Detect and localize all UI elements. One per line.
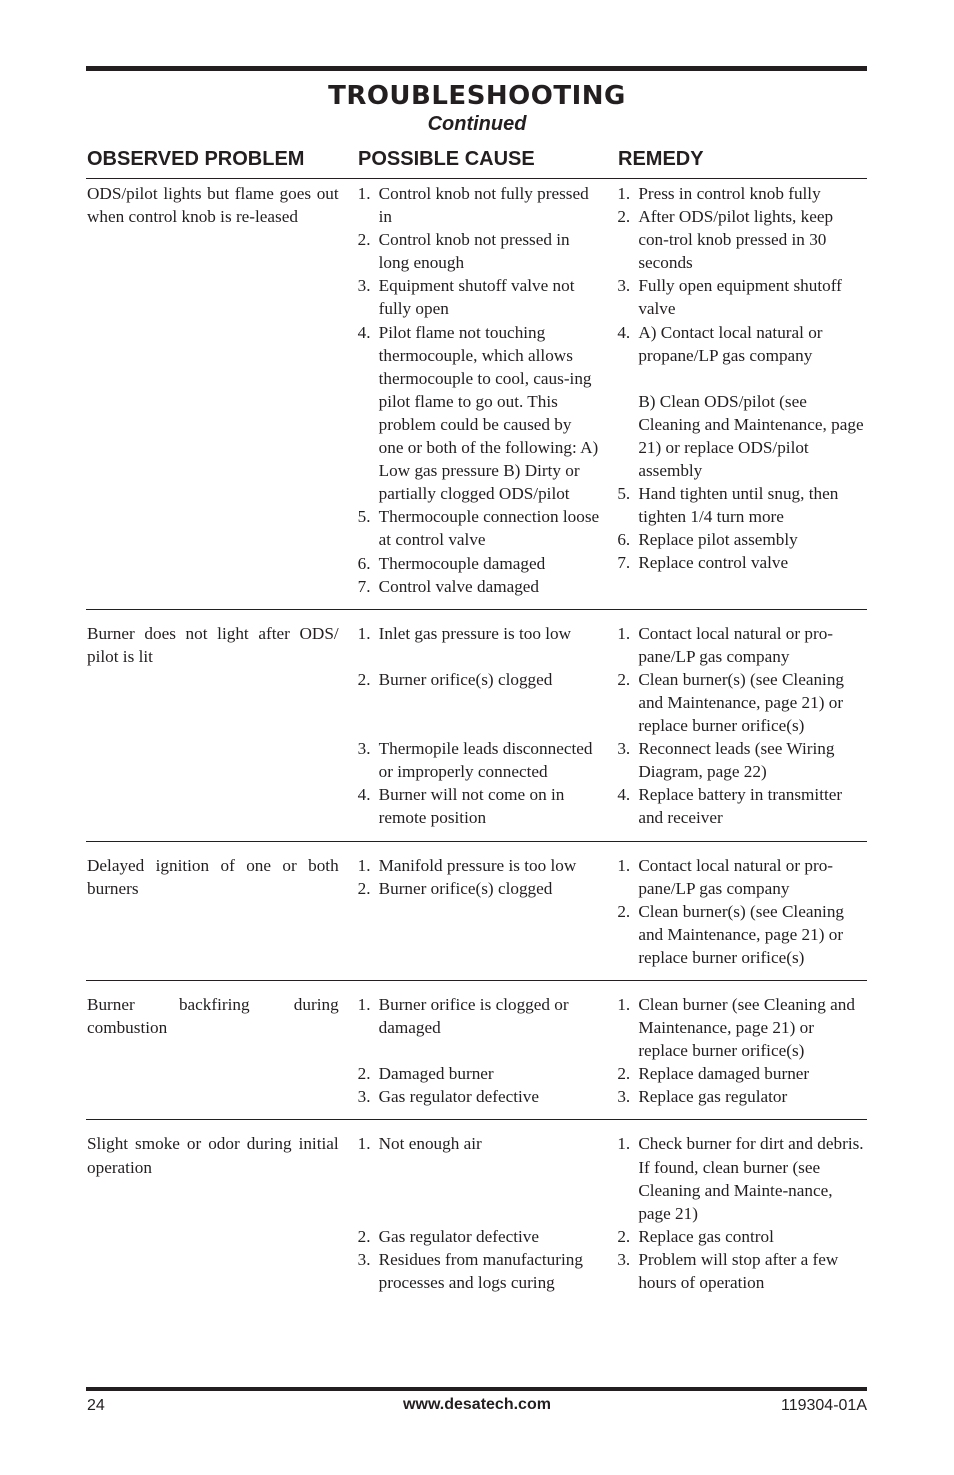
cause-item	[358, 622, 600, 645]
remedy-item	[617, 390, 867, 482]
item-number: 4.	[357, 785, 371, 805]
item-text: Clean burner(s) (see Cleaning and Maintenance, page 21) or replace burner orifice(s)	[638, 901, 845, 967]
item-number: 2.	[357, 1064, 371, 1084]
item-text: Burner orifice(s) clogged	[378, 669, 553, 689]
item-number: 3.	[617, 739, 631, 759]
item-number: 2.	[357, 1226, 371, 1246]
cause-item	[358, 274, 600, 320]
item-text: Clean burner(s) (see Cleaning and Maintenance, page 21) or replace burner orifice(s)	[638, 669, 845, 736]
top-rule	[86, 66, 867, 71]
remedy-item	[617, 205, 867, 274]
cause-item	[358, 854, 600, 877]
item-number: 5.	[617, 484, 631, 504]
item-number: 6.	[357, 553, 371, 573]
item-number: 2.	[617, 207, 631, 227]
remedy-item	[617, 321, 867, 367]
item-number: 1.	[617, 855, 631, 875]
cause-item	[358, 1062, 600, 1085]
item-number: 2.	[617, 669, 631, 689]
item-number: 1.	[617, 623, 631, 643]
item-text: Clean burner (see Cleaning and Maintenance, page 21) or replace burner orifice(s)	[638, 995, 855, 1061]
cause-item	[358, 321, 600, 506]
cause-item	[358, 505, 600, 551]
cause-item	[358, 1248, 600, 1294]
remedy-list	[617, 1132, 867, 1294]
cause-item	[358, 993, 600, 1039]
remedy-item	[617, 528, 867, 551]
remedy-item	[617, 1225, 867, 1248]
page-title: TROUBLESHOOTING	[328, 81, 626, 111]
observed-problem: Burner backfiring during combustion	[87, 995, 339, 1038]
cause-item	[358, 877, 600, 900]
item-text: Thermocouple damaged	[378, 553, 546, 573]
observed-problem: Burner does not light after ODS/ pilot is lit	[87, 623, 339, 666]
item-number: 2.	[617, 901, 631, 921]
item-number: 2.	[617, 1226, 631, 1246]
remedy-item	[617, 1248, 867, 1294]
footer-rule	[86, 1387, 867, 1391]
item-number: 4.	[617, 322, 631, 342]
item-text: Replace battery in transmitter and receiver	[638, 785, 843, 828]
item-number: 3.	[357, 276, 371, 296]
item-text: Control valve damaged	[378, 576, 540, 596]
item-text: Replace control valve	[638, 553, 789, 573]
item-text: Check burner for dirt and debris. If found, clean burner (see Cleaning and Mainte-nance, page 21)	[638, 1134, 864, 1223]
possible-cause-list	[358, 993, 600, 1108]
item-number: 2.	[357, 230, 371, 250]
column-header-cause: POSSIBLE CAUSE	[358, 148, 535, 170]
possible-cause-list	[358, 182, 600, 598]
item-number: 3.	[617, 276, 631, 296]
remedy-item	[617, 622, 867, 668]
item-text: Reconnect leads (see Wiring Diagram, page 22)	[638, 739, 835, 782]
page-number: 24	[87, 1397, 105, 1414]
remedy-list	[617, 993, 867, 1108]
observed-problem: Delayed ignition of one or both burners	[87, 855, 339, 898]
item-number: 5.	[357, 507, 371, 527]
item-number: 3.	[357, 1249, 371, 1269]
item-number: 1.	[617, 1134, 631, 1154]
item-text: B) Clean ODS/pilot (see Cleaning and Maintenance, page 21) or replace ODS/pilot assembly	[638, 391, 864, 481]
table-row	[86, 619, 867, 842]
item-text: Press in control knob fully	[638, 184, 821, 203]
item-number: 7.	[357, 576, 371, 596]
item-text: Replace gas control	[638, 1226, 774, 1246]
remedy-item	[617, 737, 867, 783]
item-text: A) Contact local natural or propane/LP gas company	[638, 322, 823, 365]
remedy-item	[617, 900, 867, 969]
remedy-item	[617, 1085, 867, 1108]
remedy-list	[617, 182, 867, 598]
observed-problem: Slight smoke or odor during initial operation	[87, 1134, 339, 1177]
remedy-item	[617, 668, 867, 737]
item-text: Control knob not fully pressed in	[378, 184, 589, 227]
item-text: Gas regulator defective	[378, 1087, 539, 1107]
cause-item	[358, 228, 600, 274]
remedy-item	[617, 854, 867, 900]
item-number: 1.	[357, 623, 371, 643]
item-number: 3.	[617, 1249, 631, 1269]
item-number: 6.	[617, 530, 631, 550]
column-header-remedy: REMEDY	[618, 148, 704, 170]
item-number: 7.	[617, 553, 631, 573]
cause-item	[358, 1225, 600, 1248]
remedy-item	[617, 482, 867, 528]
item-text: Residues from manufacturing processes and logs curing	[378, 1249, 583, 1292]
website-url: www.desatech.com	[403, 1396, 551, 1413]
item-text: Not enough air	[378, 1134, 482, 1154]
item-text: Damaged burner	[378, 1064, 494, 1084]
cause-item	[358, 182, 600, 228]
item-text: Problem will stop after a few hours of operation	[638, 1249, 839, 1293]
remedy-item	[617, 1132, 867, 1224]
remedy-list	[617, 622, 867, 830]
item-number: 2.	[357, 669, 371, 689]
item-number: 1.	[617, 184, 631, 203]
remedy-item	[617, 182, 867, 205]
possible-cause-list	[358, 854, 600, 969]
item-text: After ODS/pilot lights, keep con-trol knob pressed in 30 seconds	[638, 207, 834, 273]
item-number: 1.	[357, 855, 371, 875]
item-text: Replace pilot assembly	[638, 530, 798, 550]
table-row	[86, 179, 867, 610]
item-number: 3.	[357, 1087, 371, 1107]
item-text: Contact local natural or pro-pane/LP gas company	[638, 855, 834, 898]
table-row	[86, 851, 867, 981]
item-number	[617, 390, 638, 482]
item-text: Hand tighten until snug, then tighten 1/4 turn more	[638, 484, 839, 527]
column-header-problem: OBSERVED PROBLEM	[87, 148, 305, 170]
item-text: Equipment shutoff valve not fully open	[378, 276, 575, 319]
remedy-item	[617, 1062, 867, 1085]
cause-item	[358, 1085, 600, 1108]
item-text: Fully open equipment shutoff valve	[638, 276, 842, 319]
item-number: 2.	[357, 878, 371, 898]
item-number: 3.	[617, 1087, 631, 1107]
item-text: Contact local natural or pro-pane/LP gas company	[638, 623, 834, 666]
cause-item	[358, 783, 600, 829]
cause-item	[358, 737, 600, 783]
remedy-item	[617, 551, 867, 574]
cause-item	[358, 575, 600, 598]
item-text: Inlet gas pressure is too low	[378, 623, 572, 643]
item-number: 1.	[357, 184, 371, 203]
table-row	[86, 1129, 867, 1305]
item-text: Manifold pressure is too low	[378, 855, 577, 875]
remedy-list	[617, 854, 867, 969]
observed-problem: ODS/pilot lights but flame goes out when control knob is re-leased	[87, 184, 339, 227]
item-number: 1.	[617, 995, 631, 1014]
page-subtitle: Continued	[427, 113, 527, 135]
cause-item	[358, 1132, 600, 1155]
item-text: Burner will not come on in remote position	[378, 785, 565, 828]
item-number: 3.	[357, 738, 371, 758]
document-number: 119304-01A	[781, 1397, 867, 1414]
item-number: 1.	[357, 1134, 371, 1154]
cause-item	[358, 552, 600, 575]
remedy-item	[617, 993, 867, 1062]
item-text: Burner orifice is clogged or damaged	[378, 995, 569, 1038]
cause-item	[358, 668, 600, 691]
item-text: Gas regulator defective	[378, 1226, 539, 1246]
remedy-item	[617, 783, 867, 829]
item-text: Thermocouple connection loose at control valve	[378, 507, 600, 550]
item-text: Thermopile leads disconnected or improperly connected	[378, 738, 593, 781]
item-number: 4.	[617, 785, 631, 805]
item-text: Pilot flame not touching thermocouple, which allows thermocouple to cool, caus-ing pilot flame to go out. This problem could be caused by one or both of the following: A) Low gas pressure B) Dirty or partially clogged ODS/pilot	[378, 322, 599, 504]
possible-cause-list	[358, 622, 600, 830]
item-text: Control knob not pressed in long enough	[378, 230, 570, 273]
item-text: Replace gas regulator	[638, 1087, 788, 1107]
item-number: 2.	[617, 1064, 631, 1084]
item-text: Replace damaged burner	[638, 1064, 810, 1084]
item-text: Burner orifice(s) clogged	[378, 878, 553, 898]
remedy-item	[617, 274, 867, 320]
item-number: 4.	[357, 322, 371, 342]
possible-cause-list	[358, 1132, 600, 1294]
troubleshooting-table	[86, 179, 867, 1314]
item-number: 1.	[357, 995, 371, 1014]
table-row	[86, 990, 867, 1120]
